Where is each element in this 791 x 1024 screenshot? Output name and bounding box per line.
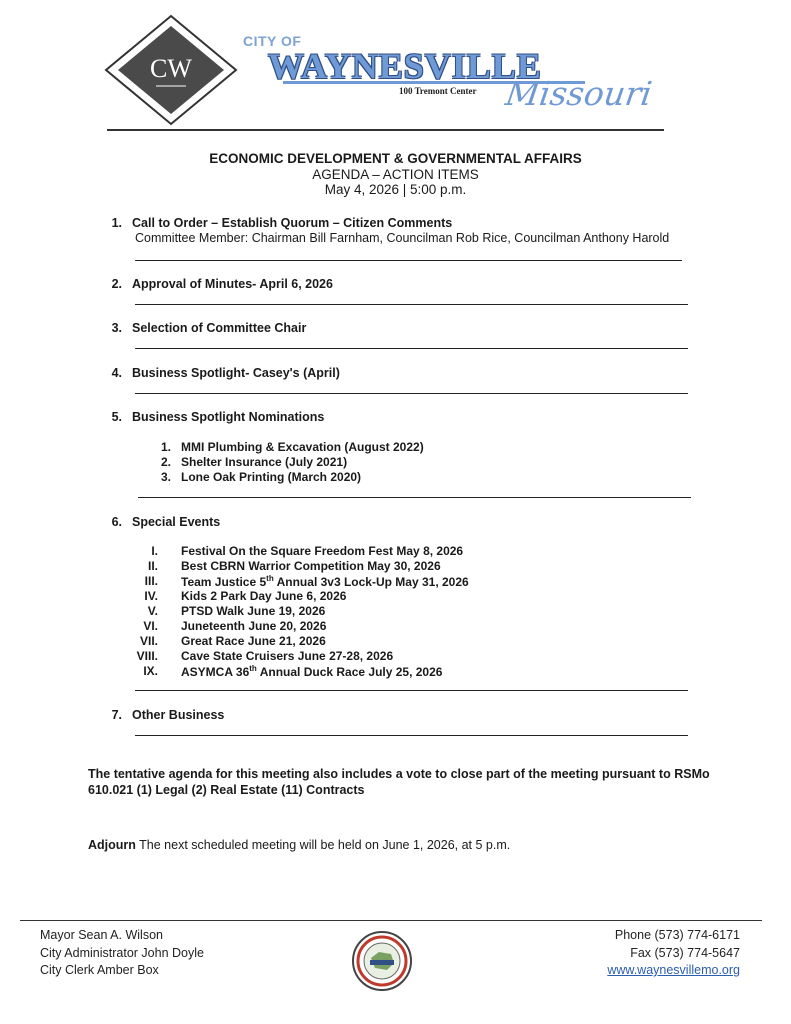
- answer-line: [138, 497, 691, 498]
- roman-numeral: VII.: [139, 634, 158, 648]
- answer-line: [135, 735, 688, 736]
- roman-numeral: IX.: [143, 664, 158, 678]
- ordinal-suffix: th: [266, 574, 274, 583]
- event-text: [181, 574, 469, 589]
- item-label: Call to Order – Establish Quorum – Citizen Comments: [132, 216, 453, 230]
- city-logo: [104, 14, 238, 126]
- answer-line: [135, 304, 688, 305]
- city-name: WAYNESVILLE: [268, 46, 542, 86]
- header-divider: [107, 129, 664, 131]
- item-label: Business Spotlight Nominations: [132, 410, 325, 424]
- state-name: Missouri: [503, 74, 655, 113]
- item-number: 2.: [111, 277, 122, 291]
- agenda-subtitle: AGENDA – ACTION ITEMS: [312, 166, 479, 182]
- roman-numeral: VI.: [143, 619, 158, 633]
- list-number: 2.: [160, 455, 171, 469]
- nomination-text: Lone Oak Printing (March 2020): [181, 470, 362, 484]
- contact-info: [607, 927, 740, 980]
- item-number: 6.: [111, 515, 122, 529]
- roman-numeral: V.: [147, 604, 158, 618]
- meeting-date: May 4, 2026 | 5:00 p.m.: [324, 182, 467, 197]
- footer-divider: [20, 920, 762, 921]
- event-text-part: Annual 3v3 Lock-Up May 31, 2026: [273, 575, 469, 589]
- roman-numeral: IV.: [144, 589, 158, 603]
- city-address: 100 Tremont Center: [399, 86, 477, 96]
- event-text-part: Team Justice 5: [181, 575, 267, 589]
- answer-line: [135, 260, 682, 261]
- item-number: 5.: [111, 410, 122, 424]
- ordinal-suffix: th: [249, 664, 257, 673]
- adjourn-text: The next scheduled meeting will be held on June 1, 2026, at 5 p.m.: [135, 838, 511, 852]
- closed-session-note: The tentative agenda for this meeting also includes a vote to close part of the meeting pursuant to RSMo 610.021 (1) Legal (2) Real Estate (11) Contracts: [88, 767, 710, 797]
- website-link[interactable]: www.waynesvillemo.org: [607, 963, 740, 977]
- nomination-text: Shelter Insurance (July 2021): [181, 455, 348, 469]
- adjourn-label: Adjourn: [88, 838, 136, 852]
- answer-line: [135, 690, 688, 691]
- list-number: 3.: [160, 470, 171, 484]
- event-text: Best CBRN Warrior Competition May 30, 2026: [181, 559, 441, 573]
- item-label: Other Business: [132, 708, 225, 722]
- city-seal: [351, 930, 413, 992]
- city-clerk-name: City Clerk Amber Box: [40, 963, 159, 977]
- mayor-name: Mayor Sean A. Wilson: [40, 928, 163, 942]
- city-administrator-name: City Administrator John Doyle: [40, 945, 204, 960]
- item-label: Business Spotlight- Casey's (April): [132, 366, 340, 380]
- event-text-part: ASYMCA 36: [181, 665, 250, 679]
- officials-list: [40, 927, 204, 980]
- fax-number: Fax (573) 774-5647: [630, 945, 740, 960]
- phone-number: Phone (573) 774-6171: [614, 928, 740, 942]
- list-number: 1.: [160, 440, 171, 454]
- roman-numeral: VIII.: [136, 649, 158, 663]
- roman-numeral: I.: [151, 544, 158, 558]
- committee-name: ECONOMIC DEVELOPMENT & GOVERNMENTAL AFFAIRS: [209, 151, 582, 166]
- answer-line: [135, 393, 688, 394]
- item-label: Special Events: [132, 515, 221, 529]
- nomination-text: MMI Plumbing & Excavation (August 2022): [181, 440, 424, 454]
- roman-numeral: III.: [144, 574, 158, 588]
- item-label: Selection of Committee Chair: [132, 321, 307, 335]
- item-number: 7.: [111, 708, 122, 722]
- event-text: Great Race June 21, 2026: [181, 634, 326, 648]
- agenda-title: [0, 151, 791, 198]
- item-number: 1.: [111, 216, 122, 230]
- committee-members: Committee Member: Chairman Bill Farnham, Councilman Rob Rice, Councilman Anthony Harold: [135, 231, 670, 245]
- event-text: [181, 664, 442, 679]
- item-label: Approval of Minutes- April 6, 2026: [132, 277, 333, 291]
- event-text: Kids 2 Park Day June 6, 2026: [181, 589, 347, 603]
- adjourn-line: [88, 838, 510, 852]
- item-number: 3.: [111, 321, 122, 335]
- answer-line: [135, 348, 688, 349]
- event-text-part: Annual Duck Race July 25, 2026: [256, 665, 443, 679]
- event-text: Festival On the Square Freedom Fest May 8, 2026: [181, 544, 464, 558]
- event-text: PTSD Walk June 19, 2026: [181, 604, 326, 618]
- logo-monogram: CW: [150, 54, 192, 83]
- event-text: Cave State Cruisers June 27-28, 2026: [181, 649, 394, 663]
- roman-numeral: II.: [147, 559, 158, 573]
- city-of-label: CITY OF: [243, 33, 302, 49]
- event-text: Juneteenth June 20, 2026: [181, 619, 327, 633]
- item-number: 4.: [111, 366, 122, 380]
